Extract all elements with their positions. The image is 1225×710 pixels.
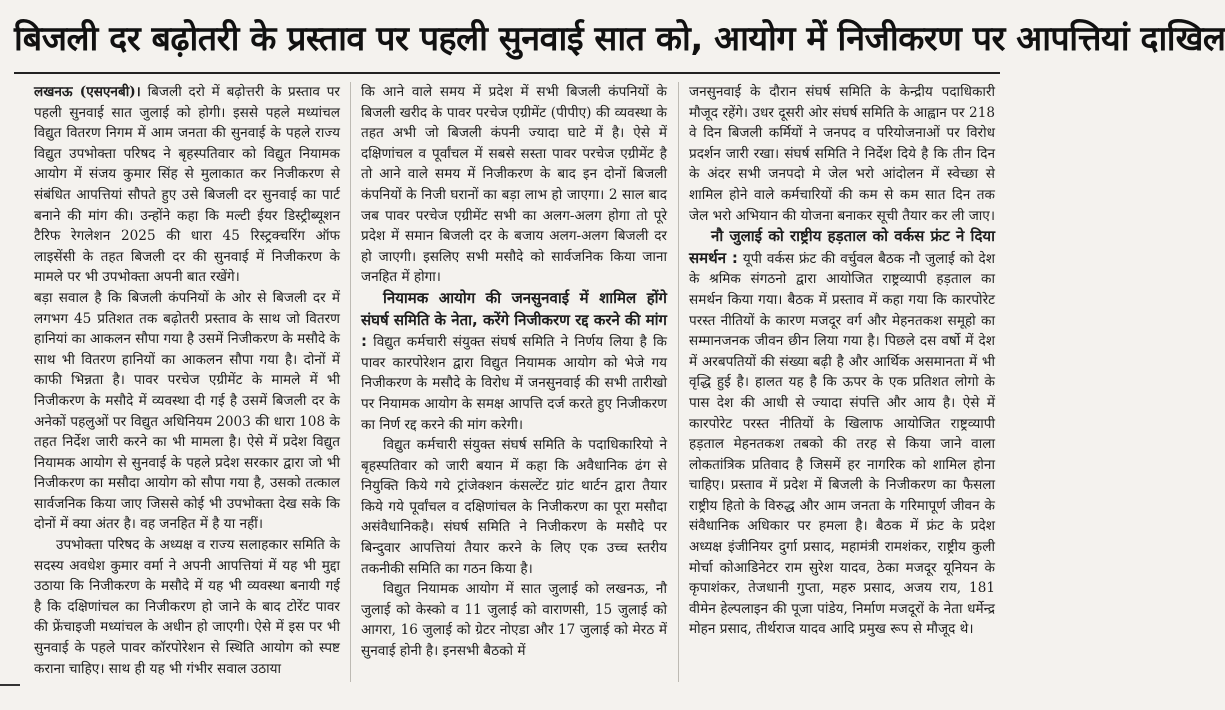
paragraph-3: उपभोक्ता परिषद के अध्यक्ष व राज्य सलाहकार समिति के सदस्य अवधेश कुमार वर्मा ने अपनी आपत्तियां में यह भी मुद्दा उठाया कि निजीकरण के मसौदे में यह भी व्यवस्था बनायी गई है कि दक्षिणांचल का निजीकरण हो जाने के बाद टोरेंट पावर की फ्रेंचाइजी मध्यांचल के अधीन हो जाएगी। ऐसे में इस पर भी सुनवाई के पहले पावर कॉरपोरेशन से स्थिति आयोग को स्पष्ट कराना चाहिए। साथ ही यह भी गंभीर सवाल उठाया (34, 537, 340, 677)
paragraph-2 (361, 288, 667, 435)
column-divider-1 (350, 82, 351, 682)
headline-rule (14, 72, 1000, 74)
margin-mark (0, 684, 20, 686)
paragraph-2 (689, 226, 995, 640)
paragraph-4: विद्युत नियामक आयोग में सात जुलाई को लखनऊ, नौ जुलाई को केस्को व 11 जुलाई को वाराणसी, 15 जुलाई को आगरा, 16 जुलाई को ग्रेटर नोएडा और 17 जुलाई को मेरठ में सुनवाई होनी है। इनसभी बैठको में (361, 581, 667, 660)
column-divider-2 (678, 82, 679, 682)
paragraph-3: विद्युत कर्मचारी संयुक्त संघर्ष समिति के पदाधिकारियो ने बृहस्पतिवार को जारी बयान में कहा कि अवैधानिक ढंग से नियुक्ति किये गये ट्रांजेक्शन कंसल्टेंट ग्रांट थार्टन द्वारा तैयार किये गये पूर्वांचल व दक्षिणांचल के निजीकरण का पूरा मसौदा असंवैधानिकहै। संघर्ष समिति ने निजीकरण के मसौदे पर बिन्दुवार आपत्तियां तैयार करने के लिए एक उच्च स्तरीय तकनीकी समिति का गठन किया है। (361, 437, 667, 577)
paragraph-2: बड़ा सवाल है कि बिजली कंपनियों के ओर से बिजली दर में लगभग 45 प्रतिशत तक बढ़ोतरी प्रस्ताव के साथ जो वितरण हानियां का आकलन सौपा गया है उसमें निजीकरण के मसौदे के साथ भी वितरण हानियों का आकलन सौपा गया है। दोनों में काफी भिन्नता है। पावर परचेज एग्रीमेंट के मामले में भी निजीकरण के मसौदे में व्यवस्था दी गई है उसमें बिजली दर के अनेकों पहलुओं पर विद्युत अधिनियम 2003 की धारा 108 के तहत निर्देश जारी करने का भी मामला है। ऐसे में प्रदेश विद्युत नियामक आयोग से सुनवाई के पहले प्रदेश सरकार द्वारा जो भी निजीकरण का मसौदा आयोग को सौपा गया है, उसको तत्काल सार्वजनिक किया जाए जिससे कोई भी उपभोक्ता देख सके कि दोनों में क्या अंतर है। वह जनहित में है या नहीं। (34, 289, 340, 533)
dateline: लखनऊ (एसएनबी)। (34, 84, 141, 100)
paragraph-1: कि आने वाले समय में प्रदेश में सभी बिजली कंपनियों के बिजली खरीद के पावर परचेज एग्रीमेंट (पीपीए) की व्यवस्था के तहत अभी जो बिजली कंपनी ज्यादा घाटे में है। ऐसे में दक्षिणांचल व पूर्वांचल में सबसे सस्ता पावर परचेज एग्रीमेंट है तो आने वाले समय में निजीकरण के बाद इन दोनों बिजली कंपनियों के निजी घरानों का बड़ा लाभ हो जाएगा। 2 साल बाद जब पावर परचेज एग्रीमेंट सभी का अलग-अलग होगा तो पूरे प्रदेश में समान बिजली दर के बजाय अलग-अलग बिजली दर हो जाएगी। इसलिए सभी मसौदे को सार्वजनिक किया जाना जनहित में होगा। (361, 84, 667, 286)
paragraph-1: जनसुनवाई के दौरान संघर्ष समिति के केन्द्रीय पदाधिकारी मौजूद रहेंगे। उधर दूसरी ओर संघर्ष समिति के आह्वान पर 218 वे दिन बिजली कर्मियों ने जनपद व परियोजनाओं पर विरोध प्रदर्शन जारी रखा। संघर्ष समिति ने निर्देश दिये है कि तीन दिन के अंदर सभी जनपदो मे जेल भरो आंदोलन में स्वेच्छा से शामिल होने वाले कर्मचारियों की कम से कम सात दिन तक जेल भरो अभियान की योजना बनाकर सूची तैयार कर ली जाए। (689, 84, 995, 224)
headline: बिजली दर बढ़ोतरी के प्रस्ताव पर पहली सुनवाई सात को, आयोग में निजीकरण पर आपत्तियां दाखिल (14, 19, 1225, 59)
subheading: नियामक आयोग की जनसुनवाई में शामिल होंगे संघर्ष समिति के नेता, करेंगे निजीकरण रद्द करने की मांग : (361, 288, 667, 351)
paragraph-1 (34, 82, 340, 288)
column-3 (689, 82, 995, 694)
paragraph-1-text: बिजली दरो में बढ़ोत्तरी के प्रस्ताव पर पहली सुनवाई सात जुलाई को होगी। इससे पहले मध्यांचल विद्युत वितरण निगम में आम जनता की सुनवाई के पहले राज्य विद्युत उपभोक्ता परिषद ने बृहस्पतिवार को विद्युत नियामक आयोग में संजय कुमार सिंह से मुलाकात कर निजीकरण से संबंधित आपत्तियां सौपते हुए उसे बिजली दर सुनवाई का पार्ट बनाने की मांग की। उन्होंने कहा कि मल्टी ईयर डिस्ट्रीब्यूशन टैरिफ रेगलेशन 2025 की धारा 45 रिस्ट्रक्चरिंग ऑफ लाइसेंसी के तहत बिजली दर की सुनवाई में निजीकरण के मामले पर भी उपभोक्ता अपनी बात रखेंगे। (34, 84, 340, 286)
paragraph-2-text: विद्युत कर्मचारी संयुक्त संघर्ष समिति ने निर्णय लिया है कि पावर कारपोरेशन द्वारा विद्युत नियामक आयोग को भेजे गय निजीकरण के मसौदे के विरोध में जनसुनवाई की सभी तारीखो पर नियामक आयोग के समक्ष आपत्ति दर्ज करते हुए निजीकरण का निर्ण रद्द करने की मांग करेगी। (361, 334, 667, 433)
column-1 (34, 82, 340, 694)
column-2 (361, 82, 667, 694)
paragraph-2-text: यूपी वर्कस फ्रंट की वर्चुवल बैठक नौ जुलाई को देश के श्रमिक संगठनो द्वारा आयोजित राष्ट्रव्यापी हड़ताल का समर्थन किया गया। बैठक में प्रस्ताव में कहा गया कि कारपोरेट परस्त नीतियों के कारण मजदूर वर्ग और मेहनतकश समूहो का सम्मानजनक जीवन छीन लिया गया है। पिछले दस वर्षो में देश में अरबपतियों की संख्या बढ़ी है और आर्थिक असमानता में भी वृद्धि हुई है। हालत यह है कि ऊपर के एक प्रतिशत लोगो के पास देश की आधी से ज्यादा संपत्ति और आय है। ऐसे में कारपोरेट परस्त नीतियों के खिलाफ आयोजित राष्ट्रव्यापी हड़ताल मेहनतकश तबको की तरह से किया जाने वाला लोकतांत्रिक प्रतिवाद है जिसमें हर नागरिक को शामिल होना चाहिए। प्रस्ताव में प्रदेश में बिजली के निजीकरण का फैसला राष्ट्रीय हितो के विरुद्ध और आम जनता के गरिमापूर्ण जीवन के संवैधानिक अधिकार पर हमला है। बैठक में फ्रंट के प्रदेश अध्यक्ष इंजीनियर दुर्गा प्रसाद, महामंत्री रामशंकर, राष्ट्रीय कुली मोर्चा कोआडिनेटर राम सुरेश यादव, ठेका मजदूर यूनियन के कृपाशंकर, तेजधानी गुप्ता, महरु प्रसाद, अजय राय, 181 वीमेन हेल्पलाइन की पूजा पांडेय, निर्माण मजदूरों के नेता धर्मेन्द्र मोहन प्रसाद, तीर्थराज यादव आदि प्रमुख रूप से मौजूद थे। (689, 250, 995, 638)
subheading: नौ जुलाई को राष्ट्रीय हड़ताल को वर्कस फ्रंट ने दिया समर्थन : (689, 227, 995, 267)
next-article-cut-edge (14, 696, 1000, 710)
